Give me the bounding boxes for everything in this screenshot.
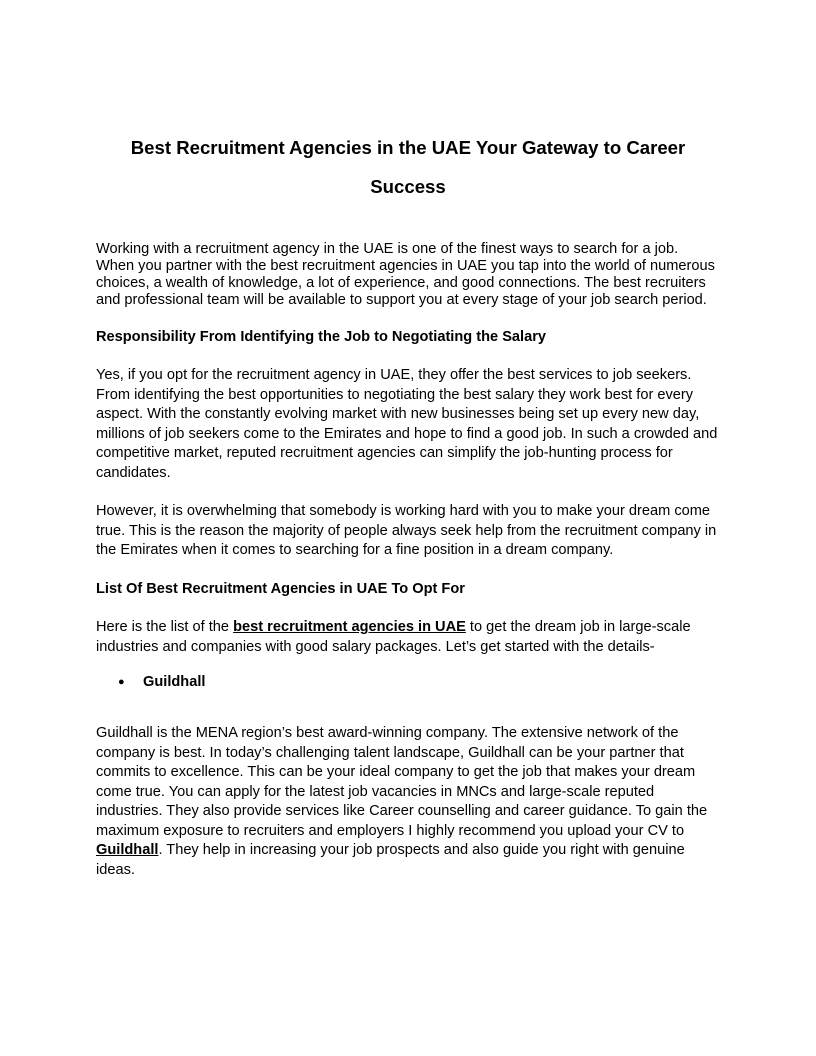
section-heading-responsibility: Responsibility From Identifying the Job to Negotiating the Salary [96,329,547,345]
best-recruitment-agencies-link[interactable]: best recruitment agencies in UAE [233,619,466,635]
list-intro-text-before: Here is the list of the [96,619,234,635]
list-item-guildhall: Guildhall [143,674,206,690]
section-heading-list: List Of Best Recruitment Agencies in UAE To Opt For [96,581,465,597]
page-title: Best Recruitment Agencies in the UAE Your Gateway to Career Success [130,137,686,197]
list-intro-text-after: to get the dream job in large-scale industries and companies with good salary packages. Let’s get started with the details- [96,619,691,655]
guildhall-link[interactable]: Guildhall [96,842,159,858]
guildhall-text-before: Guildhall is the MENA region’s best award-winning company. The extensive network of the company is best. In today’s challenging talent landscape, Guildhall can be your partner that commits to excellence. This can be your ideal company to get the job that makes your dream come true. You can apply for the latest job vacancies in MNCs and large-scale reputed industries. They also provide services like Career counselling and career guidance. To gain the maximum exposure to recruiters and employers I highly recommend you upload your CV to [96,725,708,839]
bullet-icon: ● [118,676,125,688]
responsibility-paragraph: Yes, if you opt for the recruitment agency in UAE, they offer the best services to job seekers. From identifying the best opportunities to negotiating the best salary they work best for every aspect. With the constantly evolving market with new businesses being set up every new day, millions of job seekers come to the Emirates and hope to find a good job. In such a crowded and competitive market, reputed recruitment agencies can simplify the job-hunting process for candidates. [96,367,718,481]
intro-paragraph: Working with a recruitment agency in the UAE is one of the finest ways to search for a job. When you partner with the best recruitment agencies in UAE you tap into the world of numerous choices, a wealth of knowledge, a lot of experience, and good connections. The best recruiters and professional team will be available to support you at every stage of your job search period. [96,241,715,308]
overwhelming-paragraph: However, it is overwhelming that somebody is working hard with you to make your dream come true. This is the reason the majority of people always seek help from the recruitment company in the Emirates when it comes to searching for a fine position in a dream company. [96,503,717,558]
guildhall-paragraph [96,724,720,880]
guildhall-text-after: . They help in increasing your job prospects and also guide you right with genuine ideas. [96,842,685,878]
list-item [118,673,205,692]
list-intro-paragraph [96,618,720,657]
